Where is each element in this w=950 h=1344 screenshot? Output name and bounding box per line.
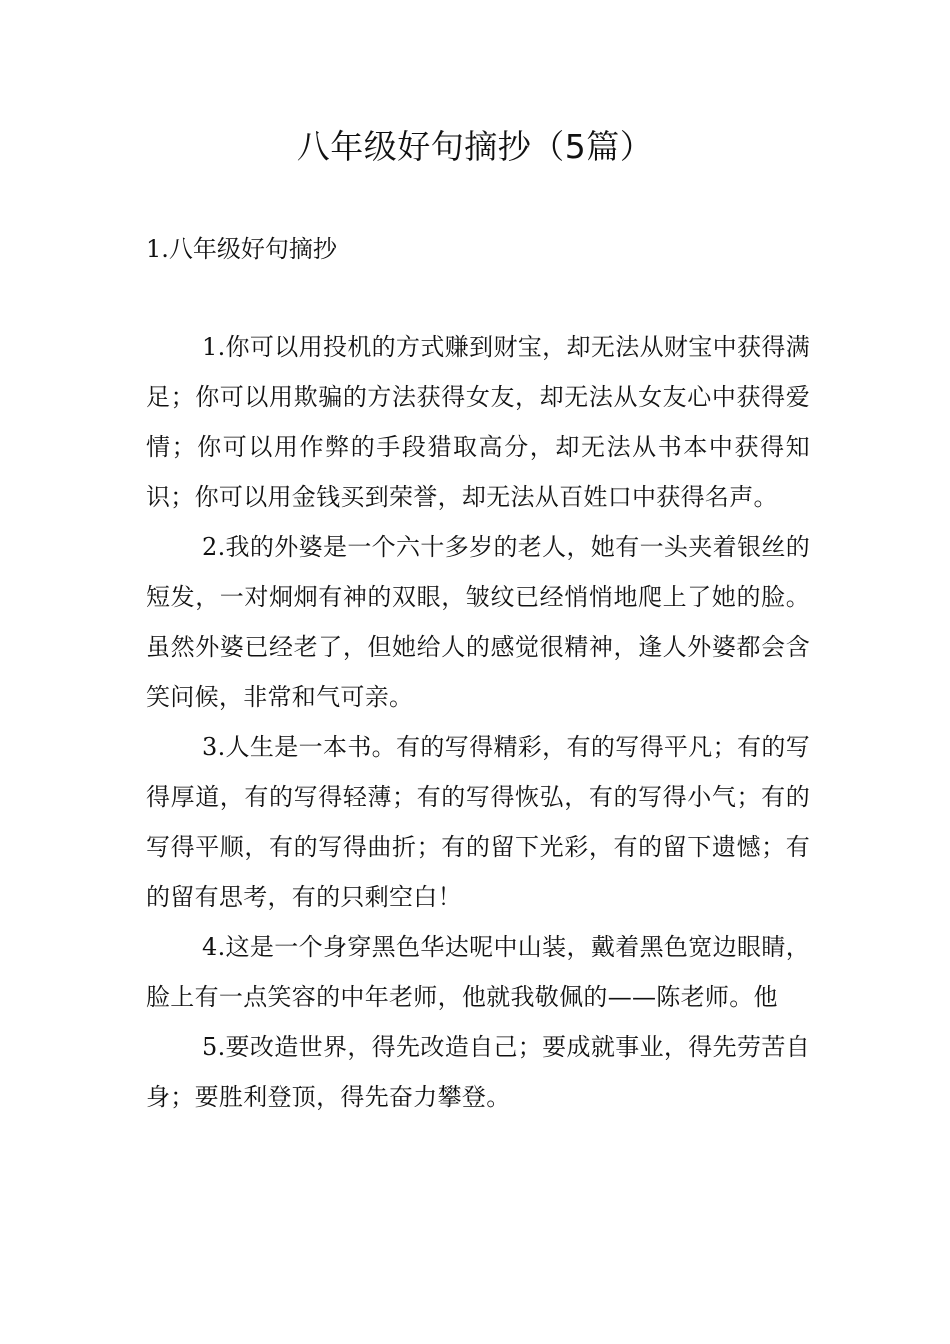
paragraph-3: 3.人生是一本书。有的写得精彩，有的写得平凡；有的写得厚道，有的写得轻薄；有的写得恢弘，有的写得小气；有的写得平顺，有的写得曲折；有的留下光彩，有的留下遗憾；有的留有思考，有的只剩空白！ [146, 733, 810, 911]
document-title: 八年级好句摘抄（5篇） [296, 127, 654, 166]
body-text [146, 322, 810, 1122]
paragraph-5: 5.要改造世界，得先改造自己；要成就事业，得先劳苦自身；要胜利登顶，得先奋力攀登。 [146, 1033, 810, 1111]
paragraph-1: 1.你可以用投机的方式赚到财宝，却无法从财宝中获得满足；你可以用欺骗的方法获得女友，却无法从女友心中获得爱情；你可以用作弊的手段猎取高分，却无法从书本中获得知识；你可以用金钱买到荣誉，却无法从百姓口中获得名声。 [146, 333, 810, 511]
section-heading: 1.八年级好句摘抄 [146, 235, 337, 263]
paragraph-2: 2.我的外婆是一个六十多岁的老人，她有一头夹着银丝的短发，一对炯炯有神的双眼，皱纹已经悄悄地爬上了她的脸。虽然外婆已经老了，但她给人的感觉很精神，逢人外婆都会含笑问候，非常和气可亲。 [146, 533, 810, 711]
paragraph-4: 4.这是一个身穿黑色华达呢中山装，戴着黑色宽边眼睛，脸上有一点笑容的中年老师，他就我敬佩的——陈老师。他 [146, 933, 810, 1011]
